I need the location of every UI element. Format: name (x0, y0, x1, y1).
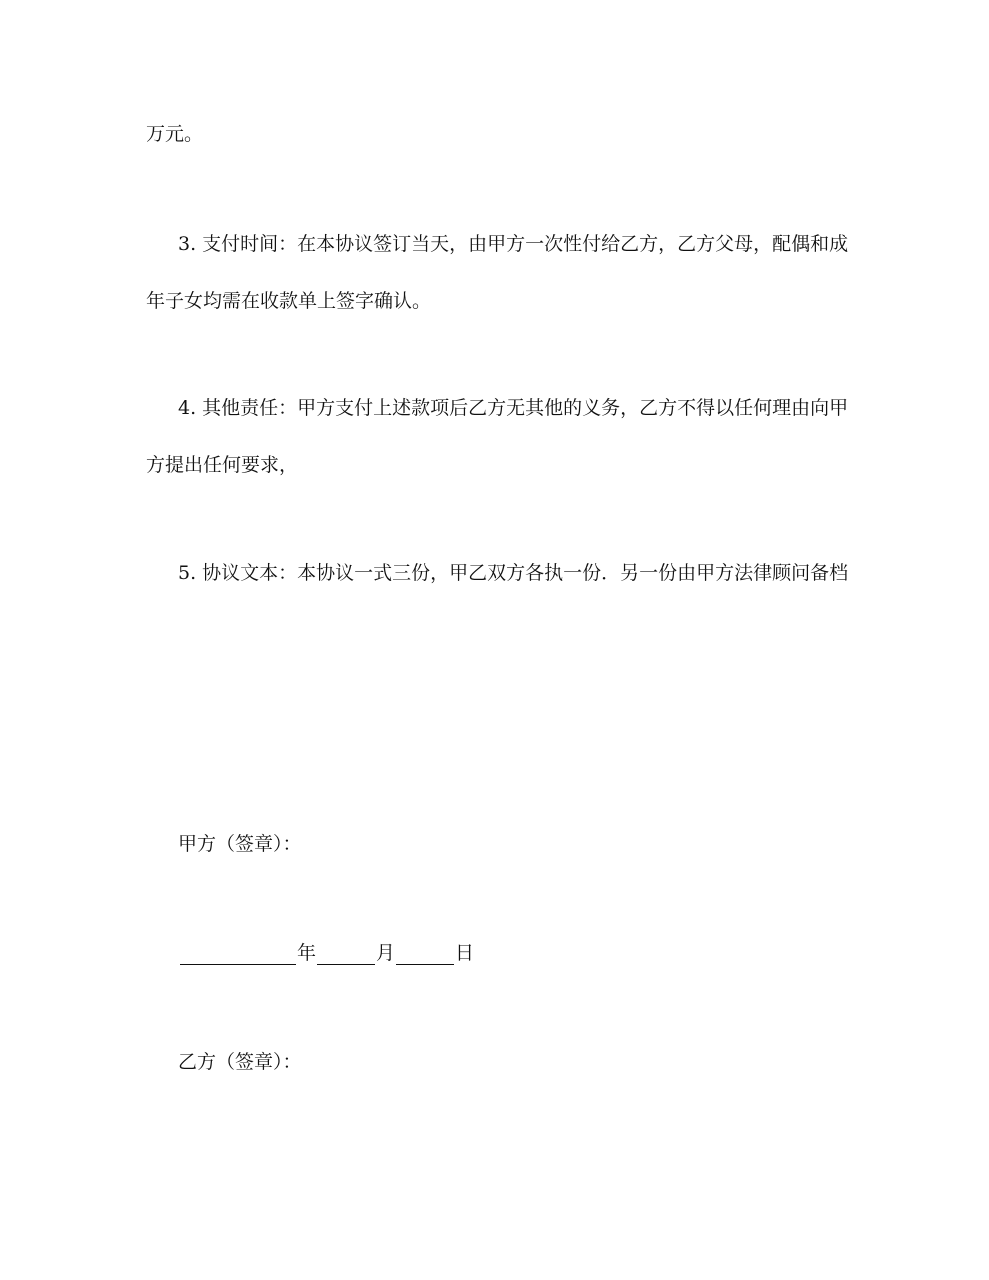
clause-5-line-1: 5. 协议文本：本协议一式三份，甲乙双方各执一份．另一份由甲方法律顾问备档 (178, 562, 849, 584)
clause-3-line-1: 3. 支付时间：在本协议签订当天，由甲方一次性付给乙方，乙方父母，配偶和成 (178, 233, 849, 255)
party-b-signature-label: 乙方（签章）： (178, 1051, 302, 1073)
clause-4-line-1: 4. 其他责任：甲方支付上述款项后乙方无其他的义务，乙方不得以任何理由向甲 (178, 397, 849, 419)
date-line (180, 941, 475, 965)
month-blank (317, 944, 375, 965)
month-label: 月 (376, 942, 396, 964)
day-blank (396, 944, 454, 965)
party-a-signature-label: 甲方（签章）： (178, 833, 302, 855)
text-line-amount-end: 万元。 (146, 123, 204, 145)
clause-4-line-2: 方提出任何要求， (146, 454, 299, 476)
year-label: 年 (297, 942, 317, 964)
year-blank (180, 944, 296, 965)
day-label: 日 (455, 942, 475, 964)
clause-3-line-2: 年子女均需在收款单上签字确认。 (146, 290, 432, 312)
